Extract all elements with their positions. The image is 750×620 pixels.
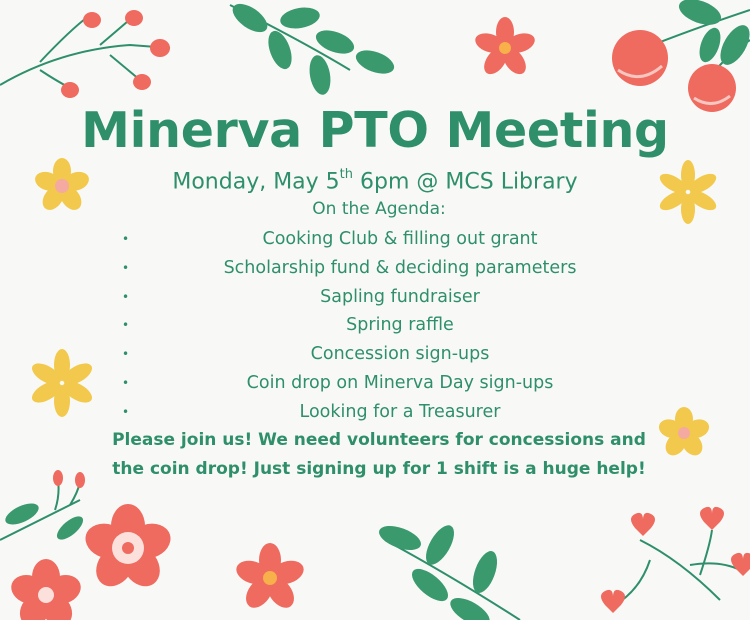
bullet-icon: • bbox=[122, 260, 130, 275]
meeting-time-location: 6pm @ MCS Library bbox=[353, 169, 578, 195]
agenda-item-text: Cooking Club & filling out grant bbox=[262, 229, 538, 249]
agenda-item bbox=[0, 398, 750, 427]
bullet-icon: • bbox=[122, 347, 130, 362]
agenda-item-text: Spring raffle bbox=[346, 315, 454, 336]
bullet-icon: • bbox=[122, 289, 130, 304]
bullet-icon: • bbox=[122, 318, 130, 333]
coral-flower-top-icon bbox=[473, 17, 538, 78]
leaf-sprig-top-icon bbox=[228, 0, 397, 96]
berry-branch-top-left-icon bbox=[0, 10, 170, 98]
date-ordinal-suffix: th bbox=[339, 167, 354, 182]
rose-branch-top-right-icon bbox=[612, 0, 750, 112]
agenda-item-text: Scholarship fund & deciding parameters bbox=[223, 257, 577, 278]
bullet-icon: • bbox=[122, 404, 130, 419]
coral-flowers-bottom-left-icon bbox=[0, 470, 175, 620]
bullet-icon: • bbox=[122, 232, 130, 246]
agenda-item-text: Coin drop on Minerva Day sign-ups bbox=[246, 372, 554, 393]
agenda-item-text: Concession sign-ups bbox=[310, 344, 490, 365]
coral-flower-bottom-icon bbox=[233, 543, 306, 613]
heart-buds-bottom-right-icon bbox=[601, 507, 750, 613]
agenda-heading: On the Agenda: bbox=[312, 199, 446, 219]
agenda-item bbox=[0, 369, 750, 398]
agenda-item bbox=[0, 225, 750, 254]
meeting-date: Monday, May 5 bbox=[172, 169, 340, 195]
agenda-item-text: Looking for a Treasurer bbox=[299, 401, 501, 422]
agenda-item bbox=[0, 340, 750, 369]
volunteer-callout: Please join us! We need volunteers for concessions and the coin drop! Just signing up for 1 shift is a huge help! bbox=[112, 430, 646, 479]
leaf-sprig-bottom-icon bbox=[376, 521, 520, 620]
agenda-item bbox=[0, 254, 750, 283]
meeting-date-time-location bbox=[0, 162, 750, 197]
agenda-item-text: Sapling fundraiser bbox=[320, 286, 480, 307]
agenda-list bbox=[0, 225, 750, 427]
agenda-item bbox=[0, 283, 750, 312]
agenda-item bbox=[0, 311, 750, 340]
flyer-title: Minerva PTO Meeting bbox=[81, 102, 669, 159]
bullet-icon: • bbox=[122, 375, 130, 390]
